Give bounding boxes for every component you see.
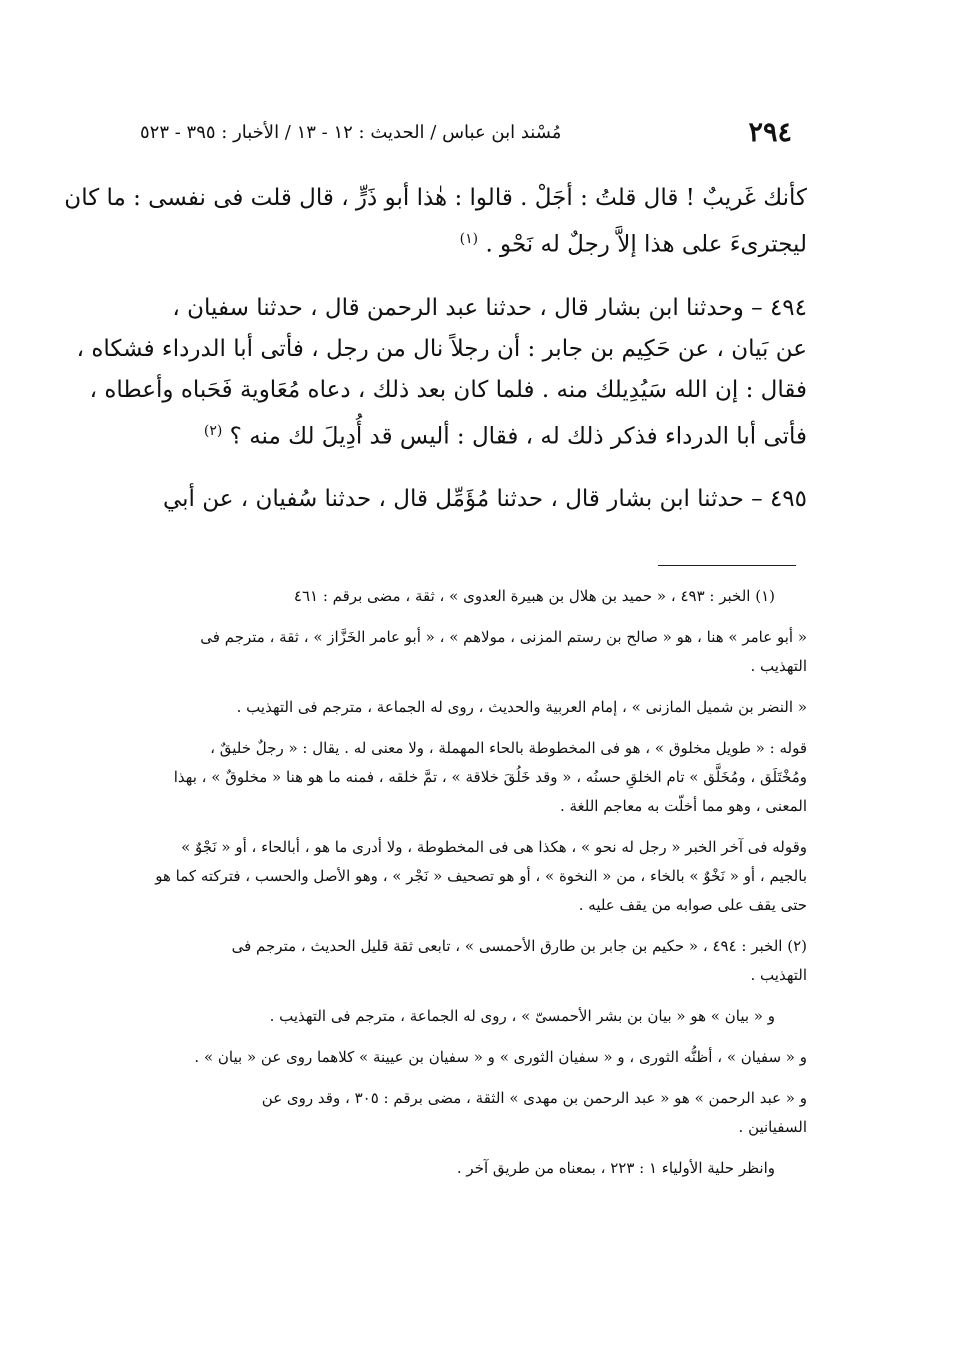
footnote-line: (١) الخبر : ٤٩٣ ، « حميد بن هلال بن هبيرة العدوى » ، ثقة ، مضى برقم : ٤٦١ bbox=[293, 587, 775, 605]
footnotes bbox=[150, 582, 807, 1183]
footnote-reference: (٢) bbox=[203, 422, 223, 439]
footnote-line: حتى يقف على صوابه من يقف عليه . bbox=[578, 896, 807, 914]
text-line: عن بَيان ، عن حَكِيم بن جابر : أن رجلاً نال من رجل ، فأتى أبا الدرداء فشكاه ، bbox=[76, 335, 807, 362]
footnote-line: « أبو عامر » هنا ، هو « صالح بن رستم المزنى ، مولاهم » ، « أبو عامر الخَزَّاز » ، ثقة ، مترجم فى bbox=[200, 628, 807, 646]
footnote-separator bbox=[658, 565, 796, 566]
page-number: ٢٩٤ bbox=[748, 116, 792, 148]
text-line: فقال : إن الله سَيُدِيلك منه . فلما كان بعد ذلك ، دعاه مُعَاوية فَحَباه وأعطاه ، bbox=[89, 376, 807, 403]
footnote-line: ومُخْتَلَق ، ومُخَلَّق » تام الخلقِ حسنُه ، « وقد خَلُقَ خلاقة » ، تمَّ خلقه ، فمنه ما هو هنا « مخلوقٌ » ، بهذا bbox=[173, 768, 807, 786]
footnote-line: التهذيب . bbox=[750, 657, 807, 675]
footnote-line: و « سفيان » ، أظنُّه الثورى ، و « سفيان الثورى » و « سفيان بن عيينة » كلاهما روى عن « بيان » . bbox=[194, 1048, 807, 1066]
footnote-line: المعنى ، وهو مما أخلّت به معاجم اللغة . bbox=[559, 797, 807, 815]
footnote-line: التهذيب . bbox=[750, 966, 807, 984]
footnote-line: و « عبد الرحمن » هو « عبد الرحمن بن مهدى » الثقة ، مضى برقم : ٣٠٥ ، وقد روى عن bbox=[261, 1089, 807, 1107]
page-header bbox=[140, 112, 792, 152]
text-line: ٤٩٤ – وحدثنا ابن بشار قال ، حدثنا عبد الرحمن قال ، حدثنا سفيان ، bbox=[172, 294, 807, 321]
text-line: ٤٩٥ – حدثنا ابن بشار قال ، حدثنا مُؤَمِّل قال ، حدثنا سُفيان ، عن أبي bbox=[162, 486, 807, 513]
text-line: فأتى أبا الدرداء فذكر ذلك له ، فقال : أليس قد أُدِيلَ لك منه ؟ $^{(٢)}$ bbox=[203, 422, 807, 450]
footnote-line: (٢) الخبر : ٤٩٤ ، « حكيم بن جابر بن طارق الأحمسى » ، تابعى ثقة قليل الحديث ، مترجم فى bbox=[231, 937, 807, 955]
footnote-line: قوله : « طويل مخلوق » ، هو فى المخطوطة بالحاء المهملة ، ولا معنى له . يقال : « رجلٌ خليقٌ ، bbox=[210, 739, 807, 757]
main-text bbox=[64, 178, 807, 520]
footnote-line: وانظر حلية الأولياء ١ : ٢٢٣ ، بمعناه من طريق آخر . bbox=[456, 1159, 775, 1177]
footnote-line: السفيانين . bbox=[738, 1118, 807, 1136]
footnote-line: بالجيم ، أو « نَخْوٌ » بالخاء ، من « النخوة » ، أو هو تصحيف « نَجْر » ، وهو الأصل والحسب ، فتركته كما هو bbox=[155, 867, 807, 885]
footnote-line: « النضر بن شميل المازنى » ، إمام العربية والحديث ، روى له الجماعة ، مترجم فى التهذيب . bbox=[236, 698, 807, 716]
text-line: ليجترىءَ على هذا إلاَّ رجلٌ له نَحْو . $^{(١)}$ bbox=[459, 231, 807, 258]
running-title: مُسْند ابن عباس / الحديث : ١٢ - ١٣ / الأخبار : ٣٩٥ - ٥٢٣ bbox=[140, 121, 562, 143]
footnote-reference: (١) bbox=[459, 231, 479, 247]
footnote-line: وقوله فى آخر الخبر « رجل له نحو » ، هكذا هى فى المخطوطة ، ولا أدرى ما هو ، أبالحاء ، أو « نَجْوٌ » bbox=[181, 838, 807, 856]
text-line: كأنك غَريبٌ ! قال قلتُ : أجَلْ . قالوا : هٰذا أبو ذَرٍّ ، قال قلت فى نفسى : ما كان bbox=[64, 185, 807, 211]
footnote-line: و « بيان » هو « بيان بن بشر الأحمسىّ » ، روى له الجماعة ، مترجم فى التهذيب . bbox=[269, 1007, 775, 1025]
